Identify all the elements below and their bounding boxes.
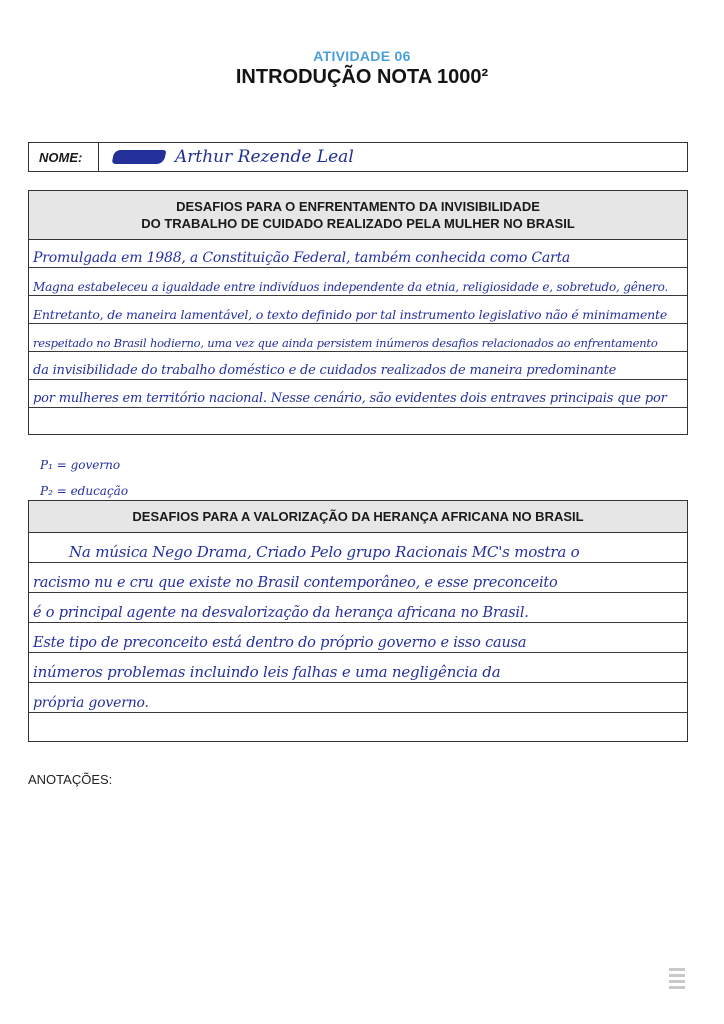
handwritten-text: Magna estabeleceu a igualdade entre indivíduos independente da etnia, religiosidade e, sobretudo, gênero. bbox=[33, 280, 669, 294]
logo-bar bbox=[669, 980, 685, 983]
writing-line bbox=[29, 352, 687, 380]
section-invisibilidade bbox=[28, 190, 688, 435]
writing-line bbox=[29, 623, 687, 653]
section-title-line-2: DO TRABALHO DE CUIDADO REALIZADO PELA MULHER NO BRASIL bbox=[141, 216, 575, 231]
handwritten-text: inúmeros problemas incluindo leis falhas e uma negligência da bbox=[33, 663, 501, 681]
handwritten-text: Na música Nego Drama, Criado Pelo grupo Racionais MC's mostra o bbox=[69, 543, 580, 561]
writing-line bbox=[29, 296, 687, 324]
name-label: NOME: bbox=[29, 143, 99, 171]
writing-line bbox=[29, 593, 687, 623]
name-value-area bbox=[99, 143, 687, 171]
writing-line bbox=[29, 324, 687, 352]
name-field-box bbox=[28, 142, 688, 172]
margin-notes bbox=[40, 452, 128, 504]
name-value: Arthur Rezende Leal bbox=[175, 147, 354, 167]
writing-line bbox=[29, 408, 687, 434]
handwritten-text: da invisibilidade do trabalho doméstico e de cuidados realizados de maneira predominante bbox=[33, 363, 617, 378]
section-heranca-title: DESAFIOS PARA A VALORIZAÇÃO DA HERANÇA AFRICANA NO BRASIL bbox=[29, 501, 687, 533]
note-p1: P₁ = governo bbox=[40, 458, 121, 472]
writing-line bbox=[29, 380, 687, 408]
note-p2: P₂ = educação bbox=[40, 484, 129, 498]
page-title: INTRODUÇÃO NOTA 1000² bbox=[235, 66, 489, 88]
corner-logo-mark bbox=[666, 968, 688, 998]
handwritten-text: é o principal agente na desvalorização da herança africana no Brasil. bbox=[33, 605, 529, 621]
logo-bar bbox=[669, 974, 685, 977]
handwritten-text: Entretanto, de maneira lamentável, o texto definido por tal instrumento legislativo não é minimamente bbox=[33, 307, 668, 322]
logo-bar bbox=[669, 986, 685, 989]
writing-line bbox=[29, 683, 687, 713]
handwritten-text: própria governo. bbox=[33, 695, 149, 711]
writing-lines bbox=[29, 240, 687, 434]
writing-line bbox=[29, 240, 687, 268]
writing-line bbox=[29, 653, 687, 683]
handwritten-text: racismo nu e cru que existe no Brasil contemporâneo, e esse preconceito bbox=[33, 575, 558, 591]
handwritten-text: por mulheres em território nacional. Nesse cenário, são evidentes dois entraves principais que por bbox=[33, 391, 667, 406]
section-invisibilidade-title bbox=[29, 191, 687, 240]
writing-lines bbox=[29, 533, 687, 741]
handwritten-text: Promulgada em 1988, a Constituição Federal, também conhecida como Carta bbox=[33, 250, 571, 266]
handwritten-text: Este tipo de preconceito está dentro do próprio governo e isso causa bbox=[33, 635, 527, 651]
scribbled-out-mark bbox=[112, 150, 167, 164]
annotations-label: ANOTAÇÕES: bbox=[28, 772, 113, 787]
handwritten-text: respeitado no Brasil hodierno, uma vez que ainda persistem inúmeros desafios relacionados ao enfrentamento bbox=[33, 336, 658, 350]
writing-line bbox=[29, 713, 687, 741]
section-title-line-1: DESAFIOS PARA O ENFRENTAMENTO DA INVISIBILIDADE bbox=[176, 199, 540, 214]
logo-bar bbox=[669, 968, 685, 971]
writing-line bbox=[29, 268, 687, 296]
writing-line bbox=[29, 533, 687, 563]
section-heranca-africana bbox=[28, 500, 688, 742]
writing-line bbox=[29, 563, 687, 593]
activity-label: ATIVIDADE 06 bbox=[313, 48, 411, 64]
